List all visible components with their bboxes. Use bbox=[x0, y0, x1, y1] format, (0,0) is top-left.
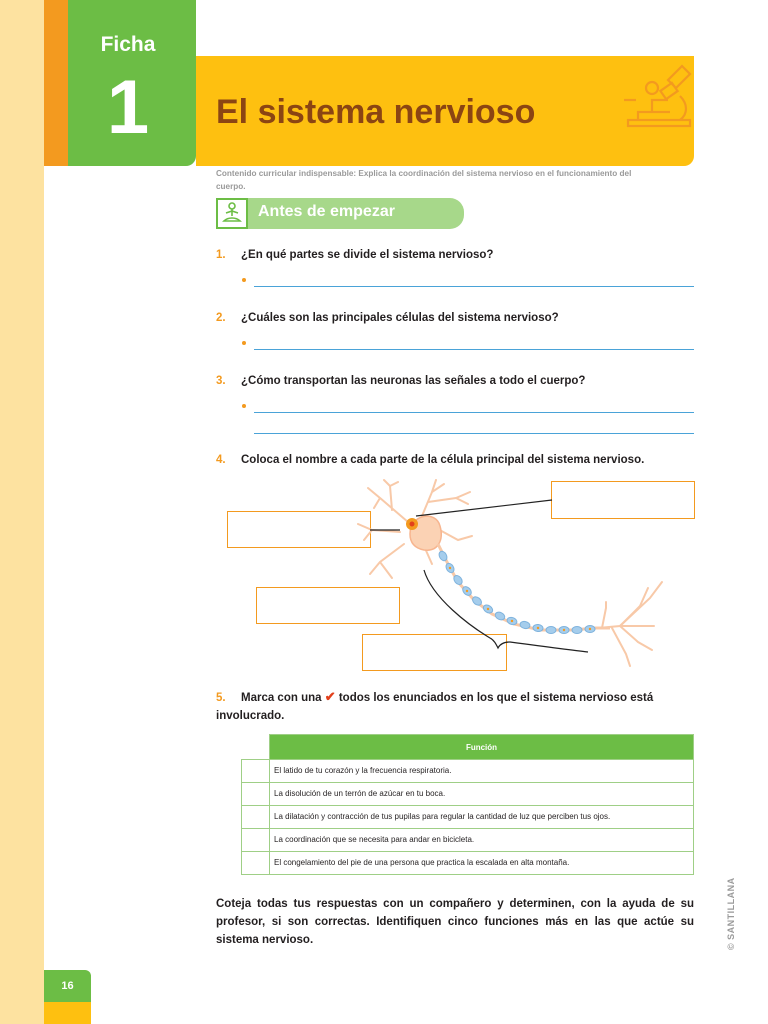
answer-line[interactable] bbox=[254, 286, 694, 287]
question-text-before: Marca con una bbox=[241, 692, 322, 704]
question-3 bbox=[216, 375, 585, 387]
answer-line[interactable] bbox=[254, 349, 694, 350]
ficha-accent-bar bbox=[44, 0, 68, 166]
table-row bbox=[242, 760, 694, 783]
page-number: 16 bbox=[61, 980, 74, 992]
table-cell: La coordinación que se necesita para andar en bicicleta. bbox=[270, 829, 694, 852]
question-number: 2. bbox=[216, 312, 226, 324]
question-text: Coloca el nombre a cada parte de la célula principal del sistema nervioso. bbox=[241, 454, 645, 466]
microscope-icon bbox=[622, 60, 694, 134]
check-cell[interactable] bbox=[242, 783, 270, 806]
table-cell: El latido de tu corazón y la frecuencia respiratoria. bbox=[270, 760, 694, 783]
publisher-mark: © SANTILLANA bbox=[726, 877, 736, 950]
question-2 bbox=[216, 312, 559, 324]
ficha-label: Ficha bbox=[100, 33, 156, 56]
question-number: 5. bbox=[216, 692, 226, 704]
question-1 bbox=[216, 249, 493, 261]
ficha-block bbox=[68, 0, 196, 166]
question-number: 1. bbox=[216, 249, 226, 261]
check-cell[interactable] bbox=[242, 852, 270, 875]
table-cell: La dilatación y contracción de tus pupilas para regular la cantidad de luz que perciben tus ojos. bbox=[270, 806, 694, 829]
left-margin-strip bbox=[0, 0, 44, 1024]
page-badge-base bbox=[44, 1002, 91, 1024]
closing-instructions: Coteja todas tus respuestas con un compañero y determinen, con la ayuda de su profesor, si son correctas. Identifiquen cinco funciones más en las que actúe su sistema nervioso. bbox=[216, 898, 694, 946]
check-cell[interactable] bbox=[242, 760, 270, 783]
table-row bbox=[242, 852, 694, 875]
functions-table bbox=[241, 734, 694, 875]
answer-line[interactable] bbox=[254, 412, 694, 413]
answer-bullet bbox=[242, 404, 246, 408]
table-header: Función bbox=[270, 735, 694, 760]
ficha-number: 1 bbox=[106, 65, 150, 150]
question-text: ¿Cuáles son las principales células del sistema nervioso? bbox=[241, 312, 559, 324]
checkmark-icon: ✔ bbox=[324, 689, 336, 704]
page-number-badge bbox=[44, 970, 91, 1002]
table-row bbox=[242, 829, 694, 852]
question-4 bbox=[216, 454, 644, 466]
page-title: El sistema nervioso bbox=[216, 93, 536, 131]
neuron-illustration bbox=[340, 478, 700, 678]
table-row bbox=[242, 783, 694, 806]
question-text-after: todos los enunciados en los que el sistema nervioso está involucrado. bbox=[216, 692, 654, 722]
title-band bbox=[196, 56, 694, 166]
table-row bbox=[242, 806, 694, 829]
question-5 bbox=[216, 688, 694, 725]
table-cell: La disolución de un terrón de azúcar en tu boca. bbox=[270, 783, 694, 806]
table-cell: El congelamiento del pie de una persona que practica la escalada en alta montaña. bbox=[270, 852, 694, 875]
check-cell[interactable] bbox=[242, 829, 270, 852]
answer-bullet bbox=[242, 341, 246, 345]
answer-bullet bbox=[242, 278, 246, 282]
header-spacer bbox=[242, 735, 270, 760]
question-number: 4. bbox=[216, 454, 226, 466]
question-number: 3. bbox=[216, 375, 226, 387]
answer-line[interactable] bbox=[254, 433, 694, 434]
meditation-icon bbox=[216, 198, 248, 229]
curricular-note: Contenido curricular indispensable: Explica la coordinación del sistema nervioso en el funcionamiento del cuerpo. bbox=[216, 169, 632, 191]
table-header-row bbox=[242, 735, 694, 760]
section-header bbox=[216, 198, 464, 229]
section-label: Antes de empezar bbox=[258, 203, 395, 220]
question-text: ¿Cómo transportan las neuronas las señales a todo el cuerpo? bbox=[241, 375, 586, 387]
check-cell[interactable] bbox=[242, 806, 270, 829]
question-text: ¿En qué partes se divide el sistema nervioso? bbox=[241, 249, 494, 261]
